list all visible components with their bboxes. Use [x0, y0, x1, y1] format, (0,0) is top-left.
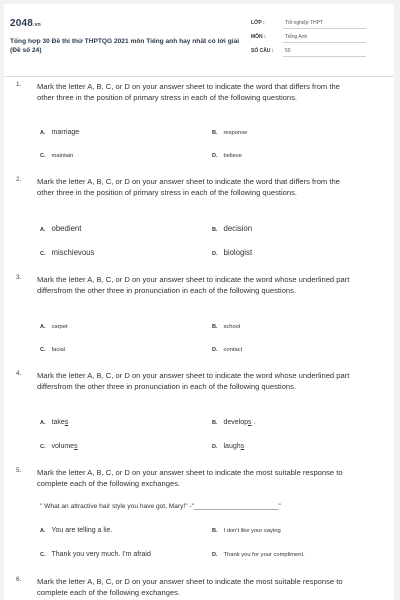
option-c[interactable]	[40, 153, 73, 159]
option-c[interactable]	[40, 347, 65, 353]
question-stem: Mark the letter A, B, C, or D on your answer sheet to indicate the word that differs from the other three in the position of primary stress in each of the following questions.	[37, 82, 340, 102]
meta-key: LỚP :	[251, 20, 265, 26]
option-letter: D.	[212, 251, 218, 257]
option-text: maintain	[51, 153, 74, 159]
question-number: 3.	[16, 274, 22, 281]
meta-divider	[283, 42, 366, 43]
option-letter: A.	[40, 420, 46, 426]
document-page	[4, 4, 394, 600]
option-text-stem: develop	[223, 419, 249, 426]
question-number: 2.	[16, 176, 22, 183]
option-letter: B.	[212, 528, 218, 534]
document-header	[4, 4, 394, 77]
question-stem: Mark the letter A, B, C, or D on your answer sheet to indicate the most suitable response to complete each of the following exchanges.	[37, 577, 343, 597]
option-b[interactable]	[212, 528, 281, 534]
option-letter: C.	[40, 444, 46, 450]
option-text: response	[223, 130, 248, 136]
meta-divider	[283, 56, 366, 57]
question-number: 5.	[16, 467, 22, 474]
option-text-tail: .	[251, 419, 256, 426]
option-c[interactable]	[40, 443, 78, 450]
meta-divider	[283, 28, 366, 29]
option-text: Thank you for your compliment.	[223, 552, 305, 558]
option-text: carpet	[51, 324, 68, 330]
option-letter: D.	[212, 153, 218, 159]
option-letter: B.	[212, 130, 218, 136]
option-text: marriage	[51, 129, 80, 136]
option-text-underlined: s	[64, 419, 69, 426]
option-letter: C.	[40, 552, 46, 558]
site-logo[interactable]	[10, 18, 41, 29]
logo-text: 2048	[10, 18, 34, 29]
question-stem: Mark the letter A, B, C, or D on your answer sheet to indicate the word that differs from the other three in the position of primary stress in each of the following questions.	[37, 177, 340, 197]
option-text: mischievous	[51, 248, 95, 257]
question-stem: Mark the letter A, B, C, or D on your answer sheet to indicate the word whose underlined part differsfrom the other three in pronunciation in each of the following questions.	[37, 275, 350, 295]
meta-key: MÔN :	[251, 34, 266, 40]
option-b[interactable]	[212, 130, 247, 136]
option-a[interactable]	[40, 527, 112, 534]
option-d[interactable]	[212, 248, 252, 257]
option-text: school	[223, 324, 241, 330]
document-title: Tổng hợp 30 Đề thi thử THPTQG 2021 môn Tiếng anh hay nhất có lời giải (Đề số 24)	[10, 38, 240, 54]
dialogue-prompt: " What an attractive hair style you have got, Mary!" -"_______________________"	[40, 503, 281, 510]
meta-key: SỐ CÂU :	[251, 48, 274, 54]
option-text-underlined: s	[74, 443, 78, 450]
option-letter: C.	[40, 251, 46, 257]
option-d[interactable]	[212, 153, 242, 159]
option-text-underlined: s	[240, 443, 245, 450]
option-b[interactable]	[212, 324, 240, 330]
question-number: 1.	[16, 81, 22, 88]
option-d[interactable]	[212, 443, 244, 450]
option-text-underlined: s	[248, 419, 252, 426]
option-letter: D.	[212, 347, 218, 353]
option-letter: B.	[212, 420, 218, 426]
option-d[interactable]	[212, 347, 242, 353]
option-text: facial	[51, 347, 66, 353]
question-number: 4.	[16, 370, 22, 377]
option-c[interactable]	[40, 551, 151, 558]
option-letter: B.	[212, 324, 218, 330]
option-text: obedient	[51, 224, 82, 233]
question-stem: Mark the letter A, B, C, or D on your answer sheet to indicate the word whose underlined part differsfrom the other three in pronunciation in each of the following questions.	[37, 371, 350, 391]
option-letter: D.	[212, 444, 218, 450]
option-text: I don't like your saying	[223, 528, 281, 534]
option-a[interactable]	[40, 224, 81, 233]
option-a[interactable]	[40, 129, 79, 136]
option-b[interactable]	[212, 224, 252, 233]
option-letter: A.	[40, 227, 46, 233]
question-stem: Mark the letter A, B, C, or D on your answer sheet to indicate the most suitable response to complete each of the following exchanges.	[37, 468, 343, 488]
option-text: Thank you very much. I'm afraid	[51, 551, 151, 558]
option-letter: A.	[40, 130, 46, 136]
option-letter: D.	[212, 552, 218, 558]
question-number: 6.	[16, 576, 22, 583]
option-letter: C.	[40, 153, 46, 159]
option-letter: B.	[212, 227, 218, 233]
option-letter: C.	[40, 347, 46, 353]
logo-suffix: .vn	[33, 22, 41, 28]
meta-value: Tiếng Anh	[285, 34, 308, 40]
option-a[interactable]	[40, 324, 68, 330]
meta-value: Tốt nghiệp THPT	[285, 20, 323, 26]
option-text: You are telling a lie.	[51, 527, 113, 534]
option-d[interactable]	[212, 552, 305, 558]
option-b[interactable]	[212, 419, 255, 426]
option-letter: A.	[40, 324, 46, 330]
meta-value: 50	[285, 48, 291, 54]
option-text: contact	[223, 347, 243, 353]
option-text-stem: laugh	[223, 443, 241, 450]
option-text: believe	[223, 153, 242, 159]
option-text: biologist	[223, 248, 253, 257]
option-text-stem: take	[51, 419, 65, 426]
option-text: decision	[223, 224, 253, 233]
option-letter: A.	[40, 528, 46, 534]
option-text-stem: volume	[51, 443, 75, 450]
option-c[interactable]	[40, 248, 94, 257]
option-a[interactable]	[40, 419, 68, 426]
